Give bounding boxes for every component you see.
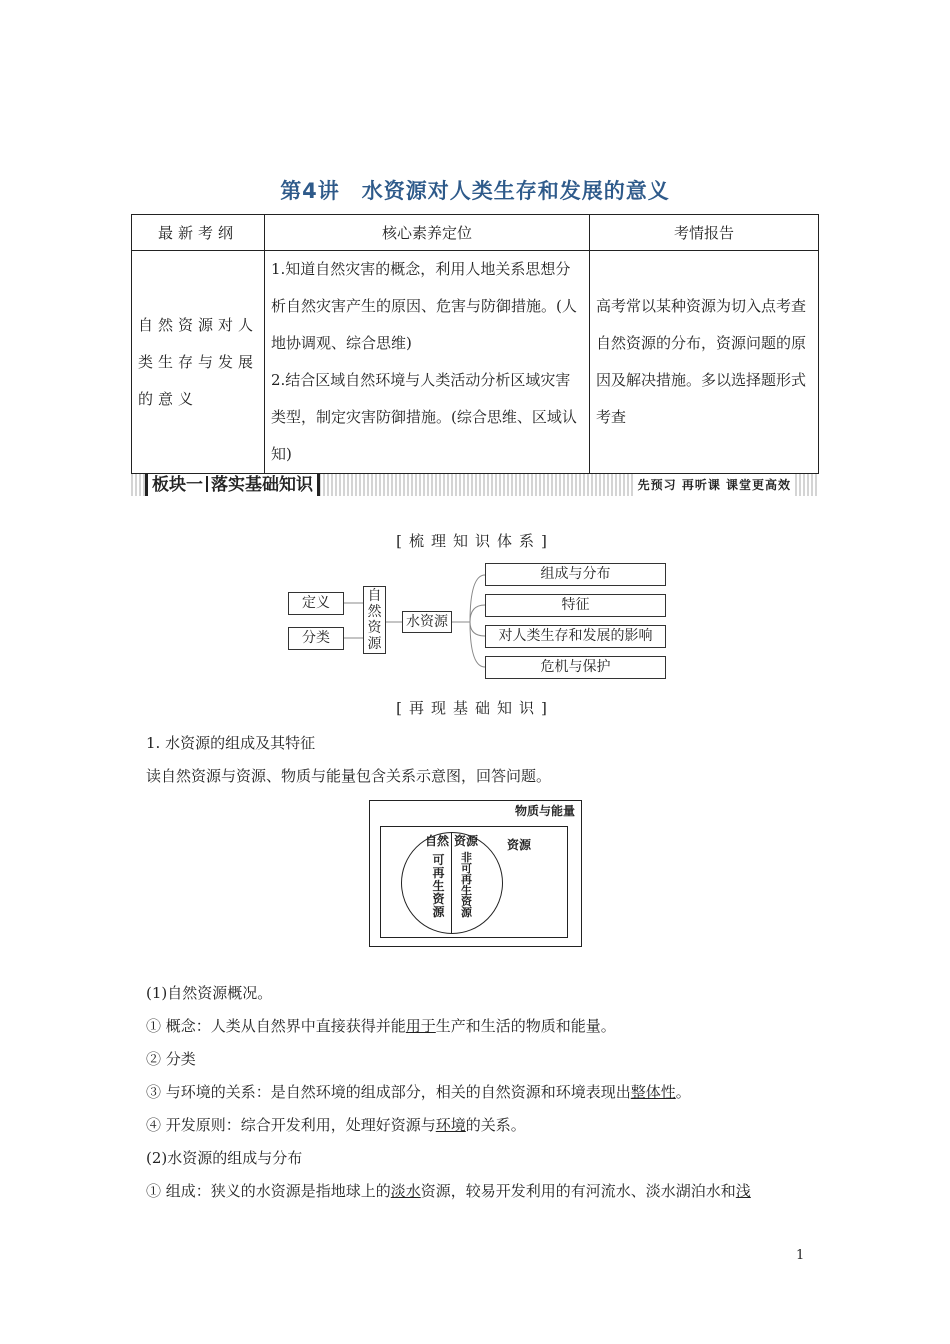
report-cell: 高考常以某种资源为切入点考查自然资源的分布，资源问题的原因及解决措施。多以选择题形式考查 (590, 251, 819, 474)
resource-box (380, 826, 568, 938)
page-title: 第4讲 水资源对人类生存和发展的意义 (280, 179, 670, 203)
mindmap-definition: 定义 (288, 592, 344, 615)
mindmap-natural-resources: 自然资源 (363, 586, 386, 654)
p2-title: (2)水资源的组成与分布 (146, 1149, 303, 1167)
answer-blank: 用于 (405, 1017, 436, 1035)
answer-blank: 淡水 (390, 1182, 421, 1200)
item1-title: 1. 水资源的组成及其特征 (146, 734, 316, 752)
header-literacy: 核心素养定位 (265, 215, 590, 251)
header-report: 考情报告 (590, 215, 819, 251)
literacy-item: 1.知道自然灾害的概念，利用人地关系思想分析自然灾害产生的原因、危害与防御措施。(人地协调观、综合思维) (271, 260, 577, 352)
mindmap-water-resources: 水资源 (402, 611, 452, 633)
banner-title: 落实基础知识 (211, 475, 313, 495)
table-row (132, 251, 819, 474)
p2-composition: ① 组成：狭义的水资源是指地球上的淡水资源，较易开发利用的有河流水、淡水湖泊水和浅 (146, 1182, 751, 1200)
p1-title: (1)自然资源概况。 (146, 984, 273, 1002)
circle-divider (451, 832, 452, 933)
header-outline: 最新考纲 (132, 215, 265, 251)
mindmap-branch-protection: 危机与保护 (485, 656, 666, 679)
literacy-item: 2.结合区域自然环境与人类活动分析区域灾害类型，制定灾害防御措施。(综合思维、区域认知) (271, 371, 577, 463)
label-renewable: 可再生资源 (432, 853, 445, 919)
mindmap-branch-features: 特征 (485, 594, 666, 617)
label-resource: 资源 (507, 838, 532, 852)
answer-blank: 整体性 (630, 1083, 676, 1101)
mindmap-branch-composition: 组成与分布 (485, 563, 666, 586)
p1-relationship: ③ 与环境的关系：是自然环境的组成部分，相关的自然资源和环境表现出整体性。 (146, 1083, 691, 1101)
overview-table (131, 214, 819, 474)
section-banner (131, 474, 819, 496)
p1-concept: ① 概念：人类从自然界中直接获得并能用于生产和生活的物质和能量。 (146, 1017, 616, 1035)
table-header-row (132, 215, 819, 251)
banner-divider (206, 476, 208, 492)
p1-principle: ④ 开发原则：综合开发利用，处理好资源与环境的关系。 (146, 1116, 526, 1134)
item1-intro: 读自然资源与资源、物质与能量包含关系示意图，回答问题。 (146, 767, 552, 785)
banner-slogan: 先预习 再听课 课堂更高效 (634, 474, 795, 496)
banner-label (145, 474, 320, 496)
label-nonrenewable: 非可再生资源 (461, 851, 472, 919)
mindmap-classification: 分类 (288, 627, 344, 650)
label-natural: 自然 (425, 834, 450, 848)
natural-resource-circle (401, 832, 503, 934)
outline-cell: 自然资源对人类生存与发展的意义 (132, 251, 265, 474)
answer-blank: 浅 (735, 1182, 751, 1200)
inclusion-diagram (369, 800, 582, 947)
banner-prefix: 板块一 (152, 475, 203, 495)
page-number: 1 (796, 1248, 805, 1263)
answer-blank: 环境 (435, 1116, 466, 1134)
literacy-cell (265, 251, 590, 474)
p1-classification: ② 分类 (146, 1050, 196, 1068)
mindmap-branch-impact: 对人类生存和发展的影响 (485, 625, 666, 648)
section-basic-knowledge: [再现基础知识] (396, 699, 554, 717)
label-matter-energy: 物质与能量 (514, 804, 575, 818)
label-natural-resource: 资源 (454, 834, 479, 848)
section-knowledge-system: [梳理知识体系] (396, 532, 554, 550)
